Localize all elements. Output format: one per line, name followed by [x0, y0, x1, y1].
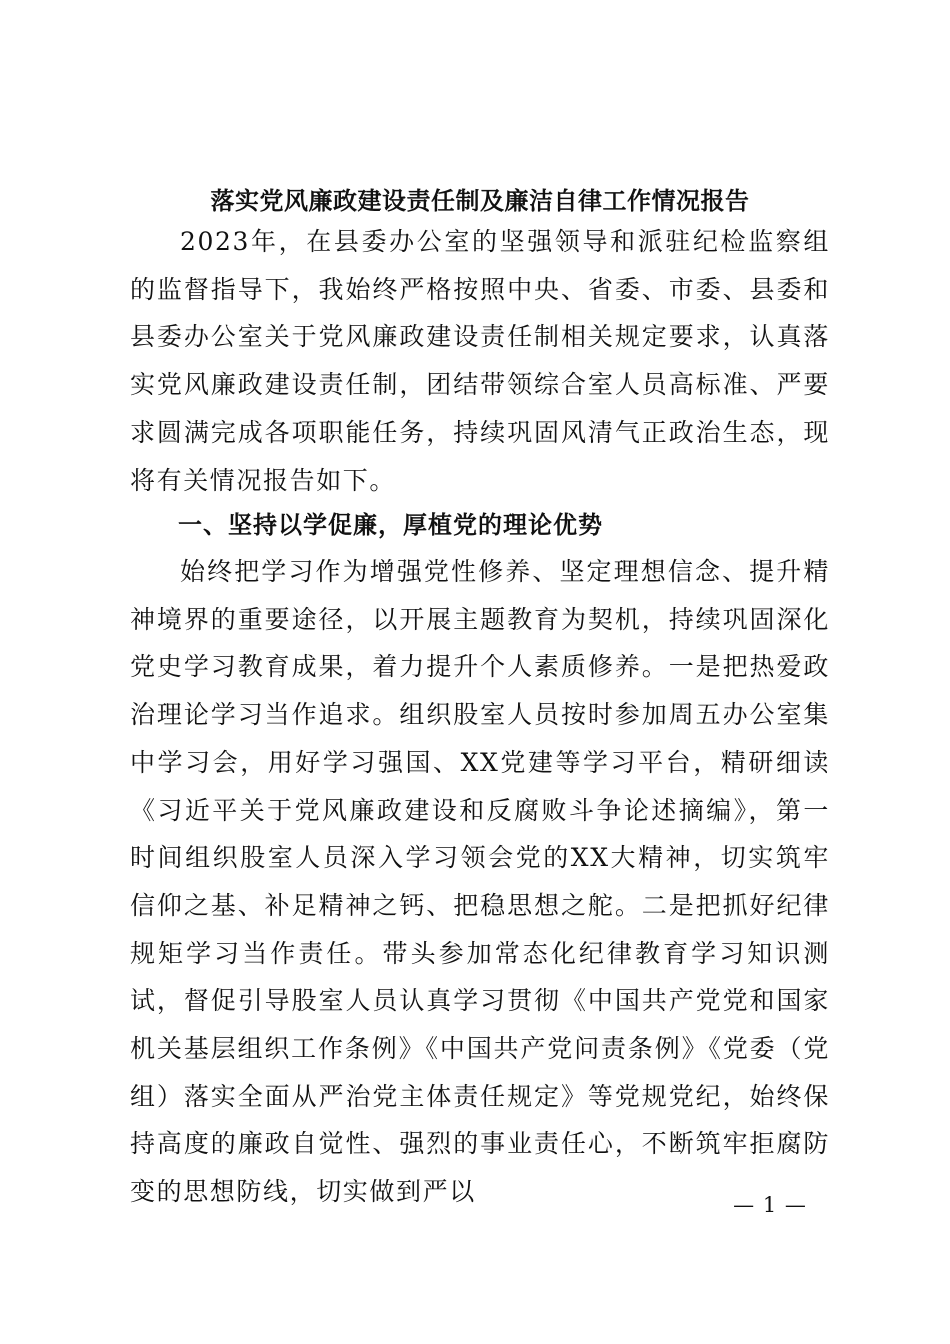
page-number: — 1 — [733, 1193, 807, 1217]
paragraph-intro: 2023年，在县委办公室的坚强领导和派驻纪检监察组的监督指导下，我始终严格按照中央、省委、市委、县委和县委办公室关于党风廉政建设责任制相关规定要求，认真落实党风廉政建设责任制，团结带领综合室人员高标准、严要求圆满完成各项职能任务，持续巩固风清气正政治生态，现将有关情况报告如下。 [130, 227, 830, 495]
paragraph-section-1: 始终把学习作为增强党性修养、坚定理想信念、提升精神境界的重要途径，以开展主题教育为契机，持续巩固深化党史学习教育成果，着力提升个人素质修养。一是把热爱政治理论学习当作追求。组织股室人员按时参加周五办公室集中学习会，用好学习强国、XX党建等学习平台，精研细读《习近平关于党风廉政建设和反腐败斗争论述摘编》，第一时间组织股室人员深入学习领会党的XX大精神，切实筑牢信仰之基、补足精神之钙、把稳思想之舵。二是把抓好纪律规矩学习当作责任。带头参加常态化纪律教育学习知识测试，督促引导股室人员认真学习贯彻《中国共产党党和国家机关基层组织工作条例》《中国共产党问责条例》《党委（党组）落实全面从严治党主体责任规定》等党规党纪，始终保持高度的廉政自觉性、强烈的事业责任心，不断筑牢拒腐防变的思想防线，切实做到严以 [130, 557, 830, 1207]
section-heading-1: 一、坚持以学促廉，厚植党的理论优势 [178, 511, 603, 539]
document-title: 落实党风廉政建设责任制及廉洁自律工作情况报告 [210, 186, 750, 215]
